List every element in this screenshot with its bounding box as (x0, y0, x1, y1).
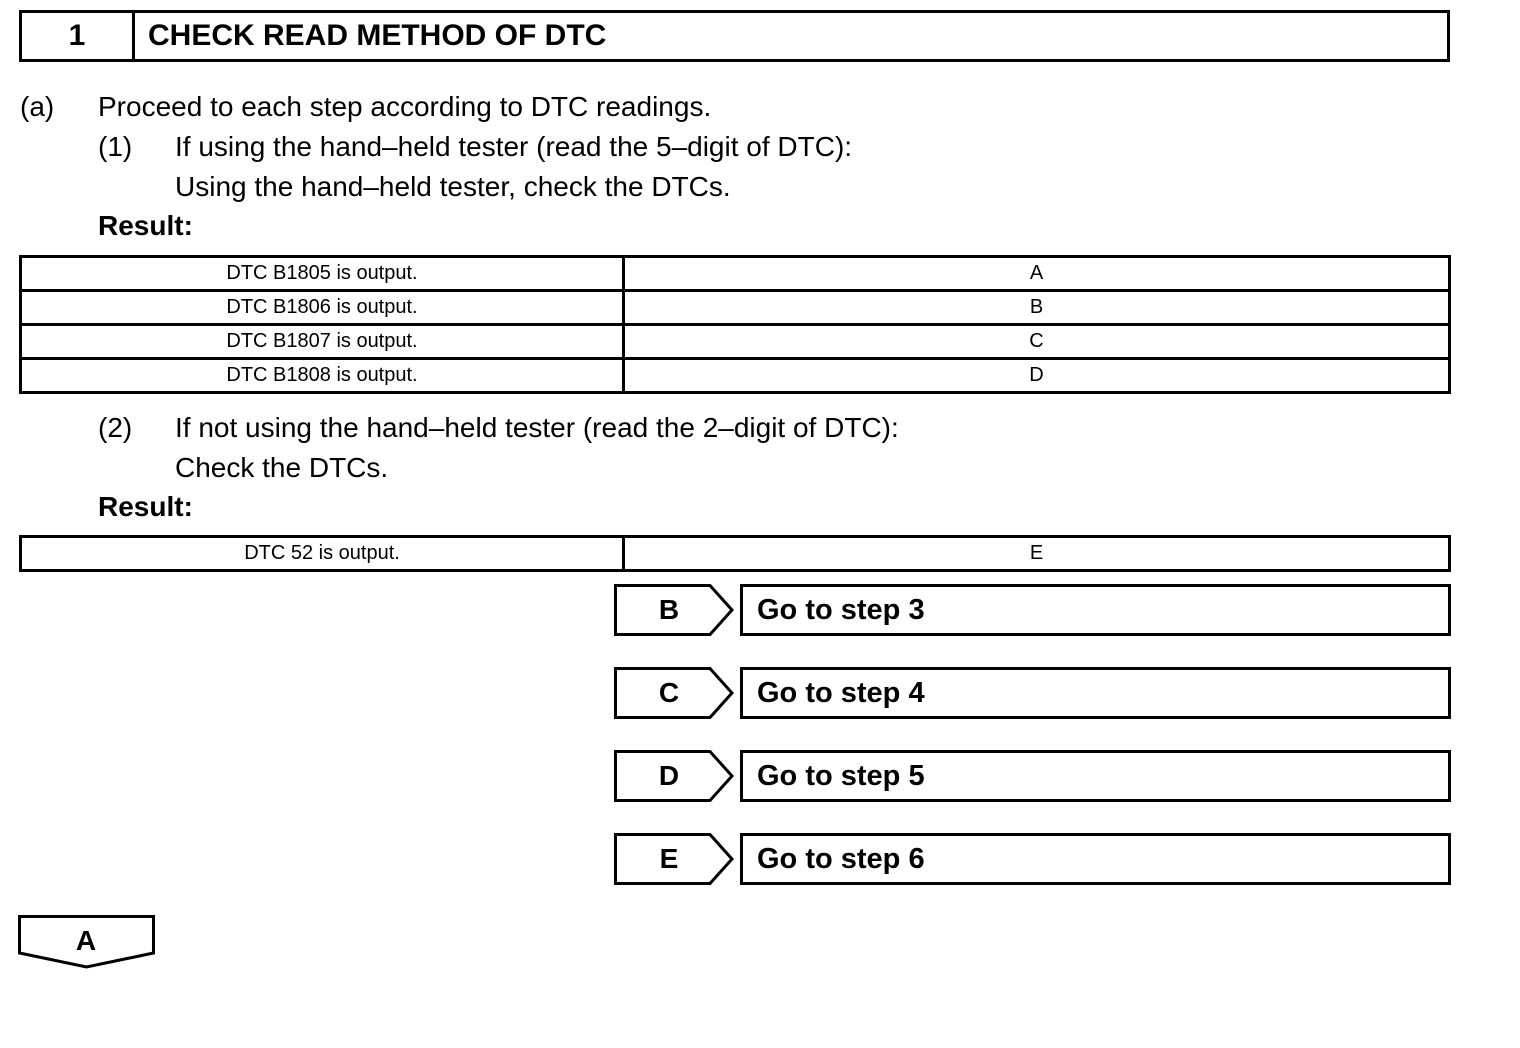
branch-e-arrow (614, 833, 734, 885)
para-a-marker: (a) (20, 91, 55, 122)
branch-c-arrow (614, 667, 734, 719)
result-table-1 (19, 255, 1451, 394)
step-title: CHECK READ METHOD OF DTC (148, 19, 607, 52)
result-cell: A (624, 257, 1450, 291)
sub1-line1: If using the hand–held tester (read the 5–digit of DTC): (175, 131, 853, 162)
sub1-result-label: Result: (98, 210, 193, 241)
continue-a-arrow (18, 915, 156, 969)
sub2-line1: If not using the hand–held tester (read the 2–digit of DTC): (175, 412, 899, 443)
condition-cell: DTC B1806 is output. (21, 291, 624, 325)
table-row (21, 291, 1450, 325)
goto-step-5: Go to step 5 (740, 750, 1451, 802)
para-a-text: Proceed to each step according to DTC readings. (98, 91, 712, 122)
table-row (21, 325, 1450, 359)
result-cell: C (624, 325, 1450, 359)
continue-label: A (75, 925, 97, 956)
branch-label: E (659, 843, 679, 874)
table-row (21, 257, 1450, 291)
goto-step-6: Go to step 6 (740, 833, 1451, 885)
table-row (21, 537, 1450, 571)
branch-label: D (658, 760, 680, 791)
result-cell: E (624, 537, 1450, 571)
sub2-result-label: Result: (98, 491, 193, 522)
sub2-marker: (2) (98, 412, 133, 443)
result-cell: B (624, 291, 1450, 325)
goto-step-3: Go to step 3 (740, 584, 1451, 636)
condition-cell: DTC B1808 is output. (21, 359, 624, 393)
step-number: 1 (22, 13, 135, 59)
table-row (21, 359, 1450, 393)
branch-label: C (658, 677, 680, 708)
sub1-line2: Using the hand–held tester, check the DTCs. (175, 171, 731, 202)
condition-cell: DTC 52 is output. (21, 537, 624, 571)
sub1-marker: (1) (98, 131, 133, 162)
step-header (19, 10, 1450, 62)
result-table-2 (19, 535, 1451, 572)
branch-b-arrow (614, 584, 734, 636)
condition-cell: DTC B1807 is output. (21, 325, 624, 359)
branch-d-arrow (614, 750, 734, 802)
sub2-line2: Check the DTCs. (175, 452, 389, 483)
goto-step-4: Go to step 4 (740, 667, 1451, 719)
branch-label: B (658, 594, 680, 625)
result-cell: D (624, 359, 1450, 393)
condition-cell: DTC B1805 is output. (21, 257, 624, 291)
